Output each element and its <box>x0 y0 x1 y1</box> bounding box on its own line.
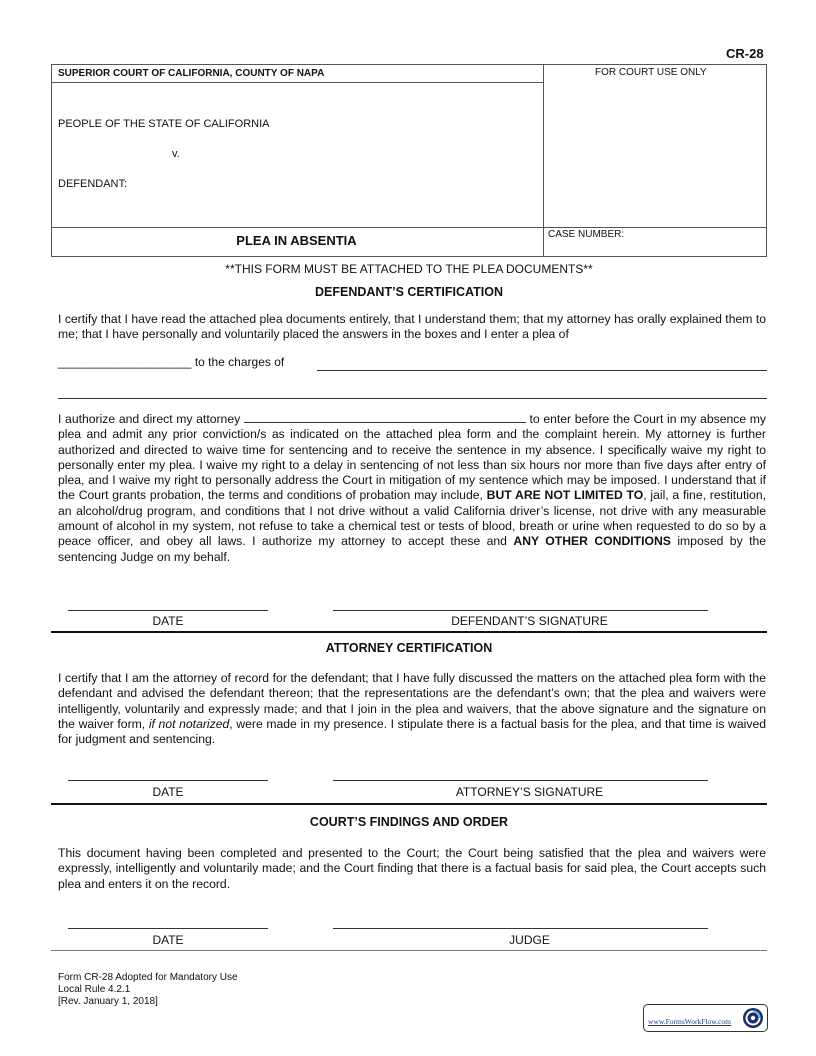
formsworkflow-link[interactable]: www.FormsWorkFlow.com <box>648 1017 732 1026</box>
attorney-name-field[interactable] <box>244 411 526 423</box>
judge-date-field[interactable] <box>68 916 268 929</box>
defendant-signature-field[interactable] <box>333 598 708 611</box>
defendant-cert-heading: DEFENDANT’S CERTIFICATION <box>315 285 503 299</box>
formsworkflow-logo-icon <box>742 1007 764 1029</box>
footer-revision: [Rev. January 1, 2018] <box>58 996 158 1007</box>
behalf-text: imposed by the sentencing Judge on my behalf. <box>58 534 767 564</box>
defendant-signature-label: DEFENDANT’S SIGNATURE <box>451 614 608 628</box>
versus-label: v. <box>172 148 180 160</box>
authorize-text: I authorize and direct my attorney <box>58 412 241 426</box>
attorney-date-field[interactable] <box>68 768 268 781</box>
court-use-label: FOR COURT USE ONLY <box>595 67 707 78</box>
court-findings-heading: COURT’S FINDINGS AND ORDER <box>309 815 509 829</box>
defendant-label: DEFENDANT: <box>58 178 128 190</box>
charges-field-line2[interactable] <box>58 384 767 399</box>
defendant-date-field[interactable] <box>68 598 268 611</box>
attorney-date-label: DATE <box>152 785 184 799</box>
form-footer <box>58 972 238 1008</box>
attorney-signature-field[interactable] <box>333 768 708 781</box>
case-number-label: CASE NUMBER: <box>548 229 625 240</box>
judge-signature-field[interactable] <box>333 916 708 929</box>
caption-rule-bottom <box>52 227 766 228</box>
defendant-cert-para1: I certify that I have read the attached plea documents entirely, that I understand them; that my attorney has orally explained them to me; that I have personally and voluntarily placed the answers in the boxes and I enter a plea of <box>58 312 766 342</box>
footer-adopted: Form CR-28 Adopted for Mandatory Use <box>58 972 238 983</box>
form-title: PLEA IN ABSENTIA <box>236 233 357 248</box>
attach-notice: **THIS FORM MUST BE ATTACHED TO THE PLEA DOCUMENTS** <box>225 262 593 276</box>
caption-rule-top <box>52 82 543 83</box>
section-divider-1 <box>51 631 767 633</box>
not-notarized-text: if not notarized <box>148 716 230 731</box>
other-conditions-text: ANY OTHER CONDITIONS <box>513 534 671 549</box>
attorney-signature-label: ATTORNEY’S SIGNATURE <box>455 785 604 799</box>
court-name: SUPERIOR COURT OF CALIFORNIA, COUNTY OF NAPA <box>58 68 325 79</box>
judge-date-label: DATE <box>152 933 184 947</box>
section-divider-3 <box>51 950 767 951</box>
form-number: CR-28 <box>726 46 764 61</box>
caption-box <box>51 64 767 257</box>
attorney-cert-text-cont: , were made in my presence. I stipulate there is a factual basis for the plea, and that time is waived for judgment and sentencing. <box>58 716 766 747</box>
court-findings-para: This document having been completed and presented to the Court; the Court being satisfied that the plea and waivers were expressly, intelligently and voluntarily made; and the Court finding that there is a factual basis for said plea, the Court accepts such plea and enters it on the record. <box>58 846 766 891</box>
attorney-cert-heading: ATTORNEY CERTIFICATION <box>325 641 493 655</box>
not-limited-text: BUT ARE NOT LIMITED TO <box>486 488 644 503</box>
formsworkflow-badge[interactable] <box>643 1004 768 1032</box>
footer-local-rule: Local Rule 4.2.1 <box>58 984 131 995</box>
plea-blank[interactable]: ____________________ <box>58 355 192 369</box>
attorney-cert-text: I certify that I am the attorney of record for the defendant; that I have fully discussed the matters on the attached plea form with the defendant and advised the defendant thereon; that the representations are the defendant’s own; that the plea and waivers were intelligently, voluntarily and expressly made; and that I join in the plea and waivers, that the above signature and the signature on the waiver form, <box>58 671 766 731</box>
defendant-date-label: DATE <box>152 614 184 628</box>
authorize-text-cont: to enter before the Court in my absence my plea and admit any prior conviction/s as indicated on the attached plea form and the complaint herein. My attorney is further authorized and directed to waive time for sentencing and to receive the sentence in my absence. I specifically waive my right to personally enter my plea. I waive my right to a delay in sentencing of not less than six hours nor more than five days after entry of plea, and I waive my right to personally address the Court in mitigation of my sentence which may be imposed. I understand that if the Court grants probation, the terms and conditions of probation may include, <box>58 412 767 503</box>
charges-field[interactable] <box>317 356 767 371</box>
judge-signature-label: JUDGE <box>509 933 550 947</box>
defendant-cert-para2 <box>58 411 766 565</box>
section-divider-2 <box>51 803 767 805</box>
charges-label: to the charges of <box>194 355 285 369</box>
people-label: PEOPLE OF THE STATE OF CALIFORNIA <box>58 118 270 130</box>
attorney-cert-para <box>58 671 766 747</box>
conditions-text: , jail, a fine, restitution, an alcohol/drug program, and conditions that I not drive without a valid California driver’s license, not drive with any measurable amount of alcohol in my system, not refuse to take a chemical test or tests of blood, breath or urine when requested to do so by a peace officer, and obey all laws. I authorize my attorney to accept these and <box>58 488 766 549</box>
